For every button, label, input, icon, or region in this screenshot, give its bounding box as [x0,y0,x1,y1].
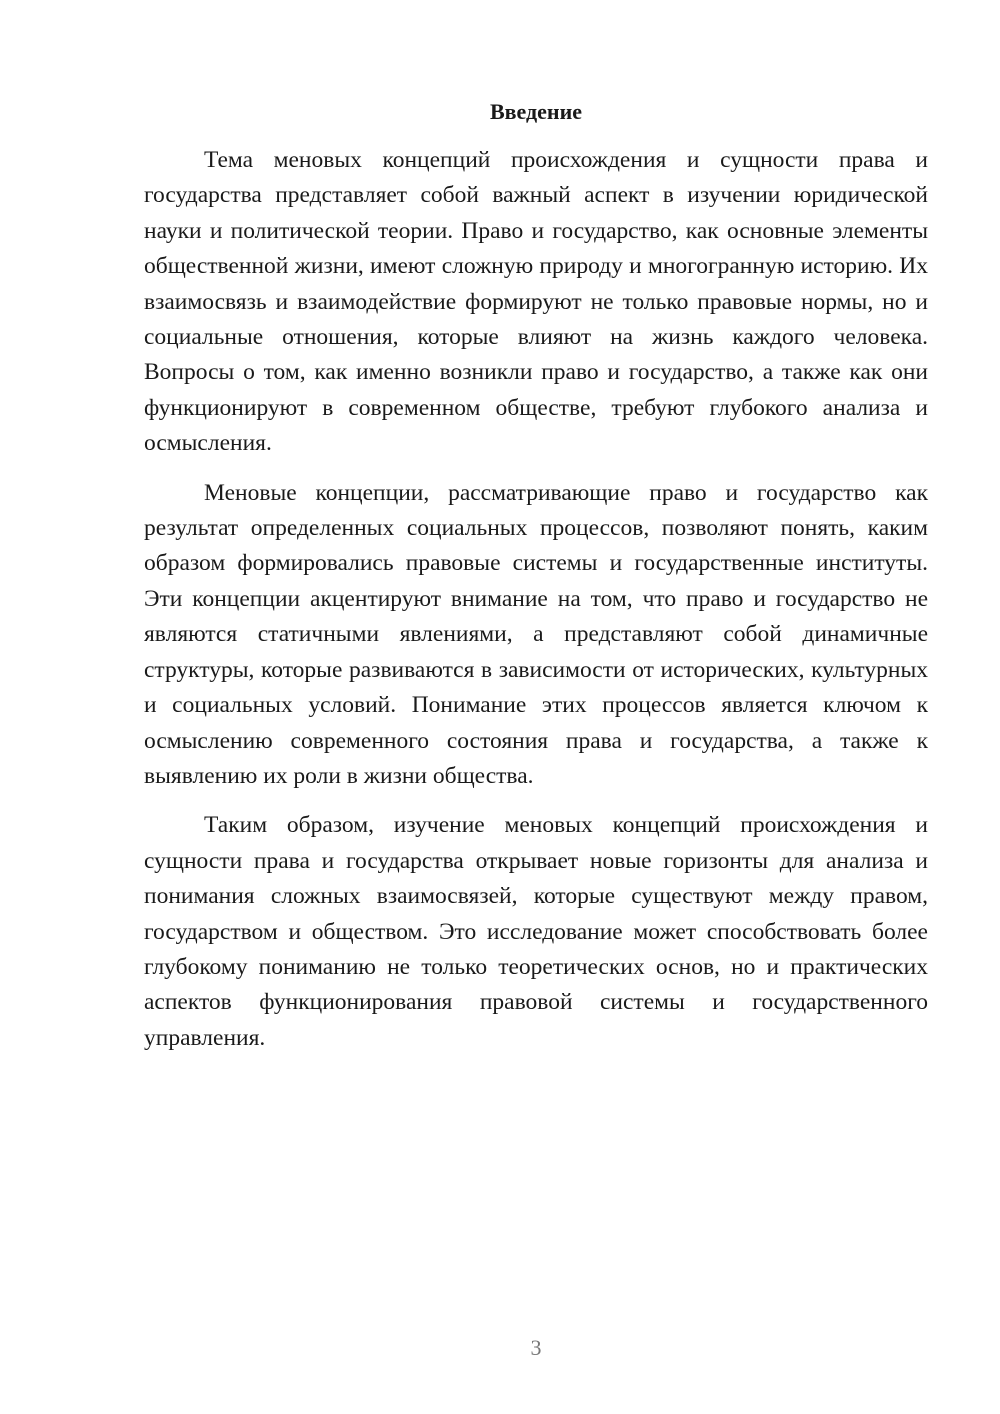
body-text [144,143,928,1070]
section-heading: Введение [489,99,583,124]
page-number: 3 [530,1335,542,1360]
paragraph-2: Меновые концепции, рассматривающие право и государство как результат определенных социальных процессов, позволяют понять, каким образом формировались правовые системы и государственные институты. Эти концепции акцентируют внимание на том, что право и государство не являются статичными явлениями, а представляют собой динамичные структуры, которые развиваются в зависимости от исторических, культурных и социальных условий. Понимание этих процессов является ключом к осмыслению современного состояния права и государства, а также к выявлению их роли в жизни общества. [144,479,928,789]
paragraph-1: Тема меновых концепций происхождения и сущности права и государства представляет собой важный аспект в изучении юридической науки и политической теории. Право и государство, как основные элементы общественной жизни, имеют сложную природу и многогранную историю. Их взаимосвязь и взаимодействие формируют не только правовые нормы, но и социальные отношения, которые влияют на жизнь каждого человека. Вопросы о том, как именно возникли право и государство, а также как они функционируют в современном обществе, требуют глубокого анализа и осмысления. [144,147,928,457]
paragraph-3: Таким образом, изучение меновых концепций происхождения и сущности права и государства открывает новые горизонты для анализа и понимания сложных взаимосвязей, которые существуют между правом, государством и обществом. Это исследование может способствовать более глубокому пониманию не только теоретических основ, но и практических аспектов функционирования правовой системы и государственного управления. [144,812,928,1051]
